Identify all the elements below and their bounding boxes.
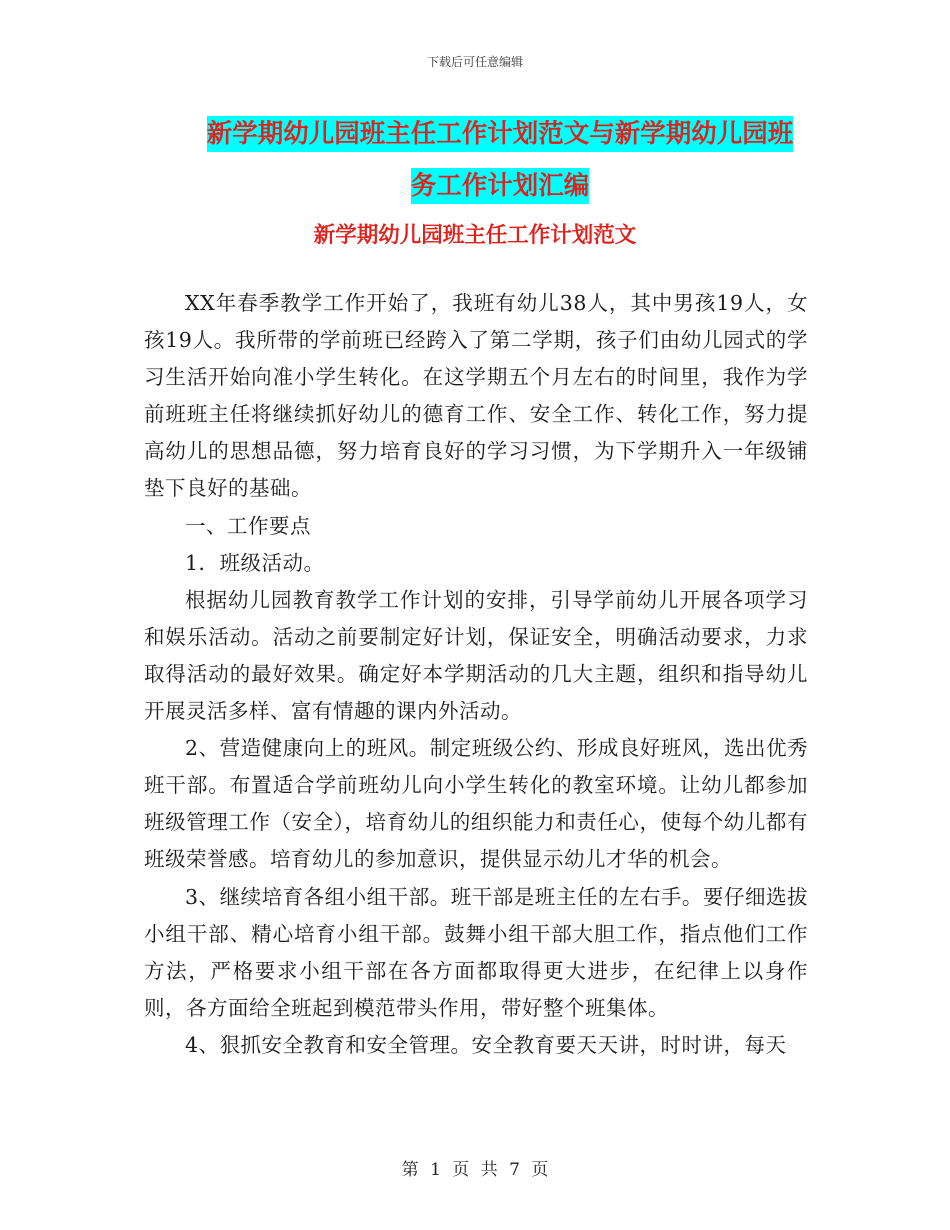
page-footer: 第 1 页 共 7 页 xyxy=(401,1160,549,1180)
paragraph-intro: XX年春季教学工作开始了，我班有幼儿38人，其中男孩19人，女孩19人。我所带的学前班已经跨入了第二学期，孩子们由幼儿园式的学习生活开始向准小学生转化。在这学期五个月左右的时间里，我作为学前班班主任将继续抓好幼儿的德育工作、安全工作、转化工作，努力提高幼儿的思想品德，努力培育良好的学习习惯，为下学期升入一年级铺垫下良好的基础。 xyxy=(144,291,808,501)
header-note: 下载后可任意编辑 xyxy=(426,55,523,69)
document-title-line-2: 务工作计划汇编 xyxy=(411,168,590,204)
paragraph-group-leaders: 3、继续培育各组小组干部。班干部是班主任的左右手。要仔细选拔小组干部、精心培育小组干部。鼓舞小组干部大胆工作，指点他们工作方法，严格要求小组干部在各方面都取得更大进步，在纪律上以身作则，各方面给全班起到模范带头作用，带好整个班集体。 xyxy=(144,884,808,1020)
subheading-class-activities: 1．班级活动。 xyxy=(185,550,325,575)
document-title-line-1: 新学期幼儿园班主任工作计划范文与新学期幼儿园班 xyxy=(207,116,794,152)
heading-work-points: 一、工作要点 xyxy=(185,513,311,538)
document-body xyxy=(144,285,808,1064)
paragraph-class-atmosphere: 2、营造健康向上的班风。制定班级公约、形成良好班风，选出优秀班干部。布置适合学前班幼儿向小学生转化的教室环境。让幼儿都参加班级管理工作（安全），培育幼儿的组织能力和责任心，使每个幼儿都有班级荣誉感。培育幼儿的参加意识，提供显示幼儿才华的机会。 xyxy=(144,736,808,872)
paragraph-safety: 4、狠抓安全教育和安全管理。安全教育要天天讲，时时讲，每天 xyxy=(185,1032,787,1057)
paragraph-class-activities: 根据幼儿园教育教学工作计划的安排，引导学前幼儿开展各项学习和娱乐活动。活动之前要制定好计划，保证安全，明确活动要求，力求取得活动的最好效果。确定好本学期活动的几大主题，组织和指导幼儿开展灵活多样、富有情趣的课内外活动。 xyxy=(144,587,808,724)
document-title xyxy=(150,108,850,212)
section-title: 新学期幼儿园班主任工作计划范文 xyxy=(313,223,637,248)
